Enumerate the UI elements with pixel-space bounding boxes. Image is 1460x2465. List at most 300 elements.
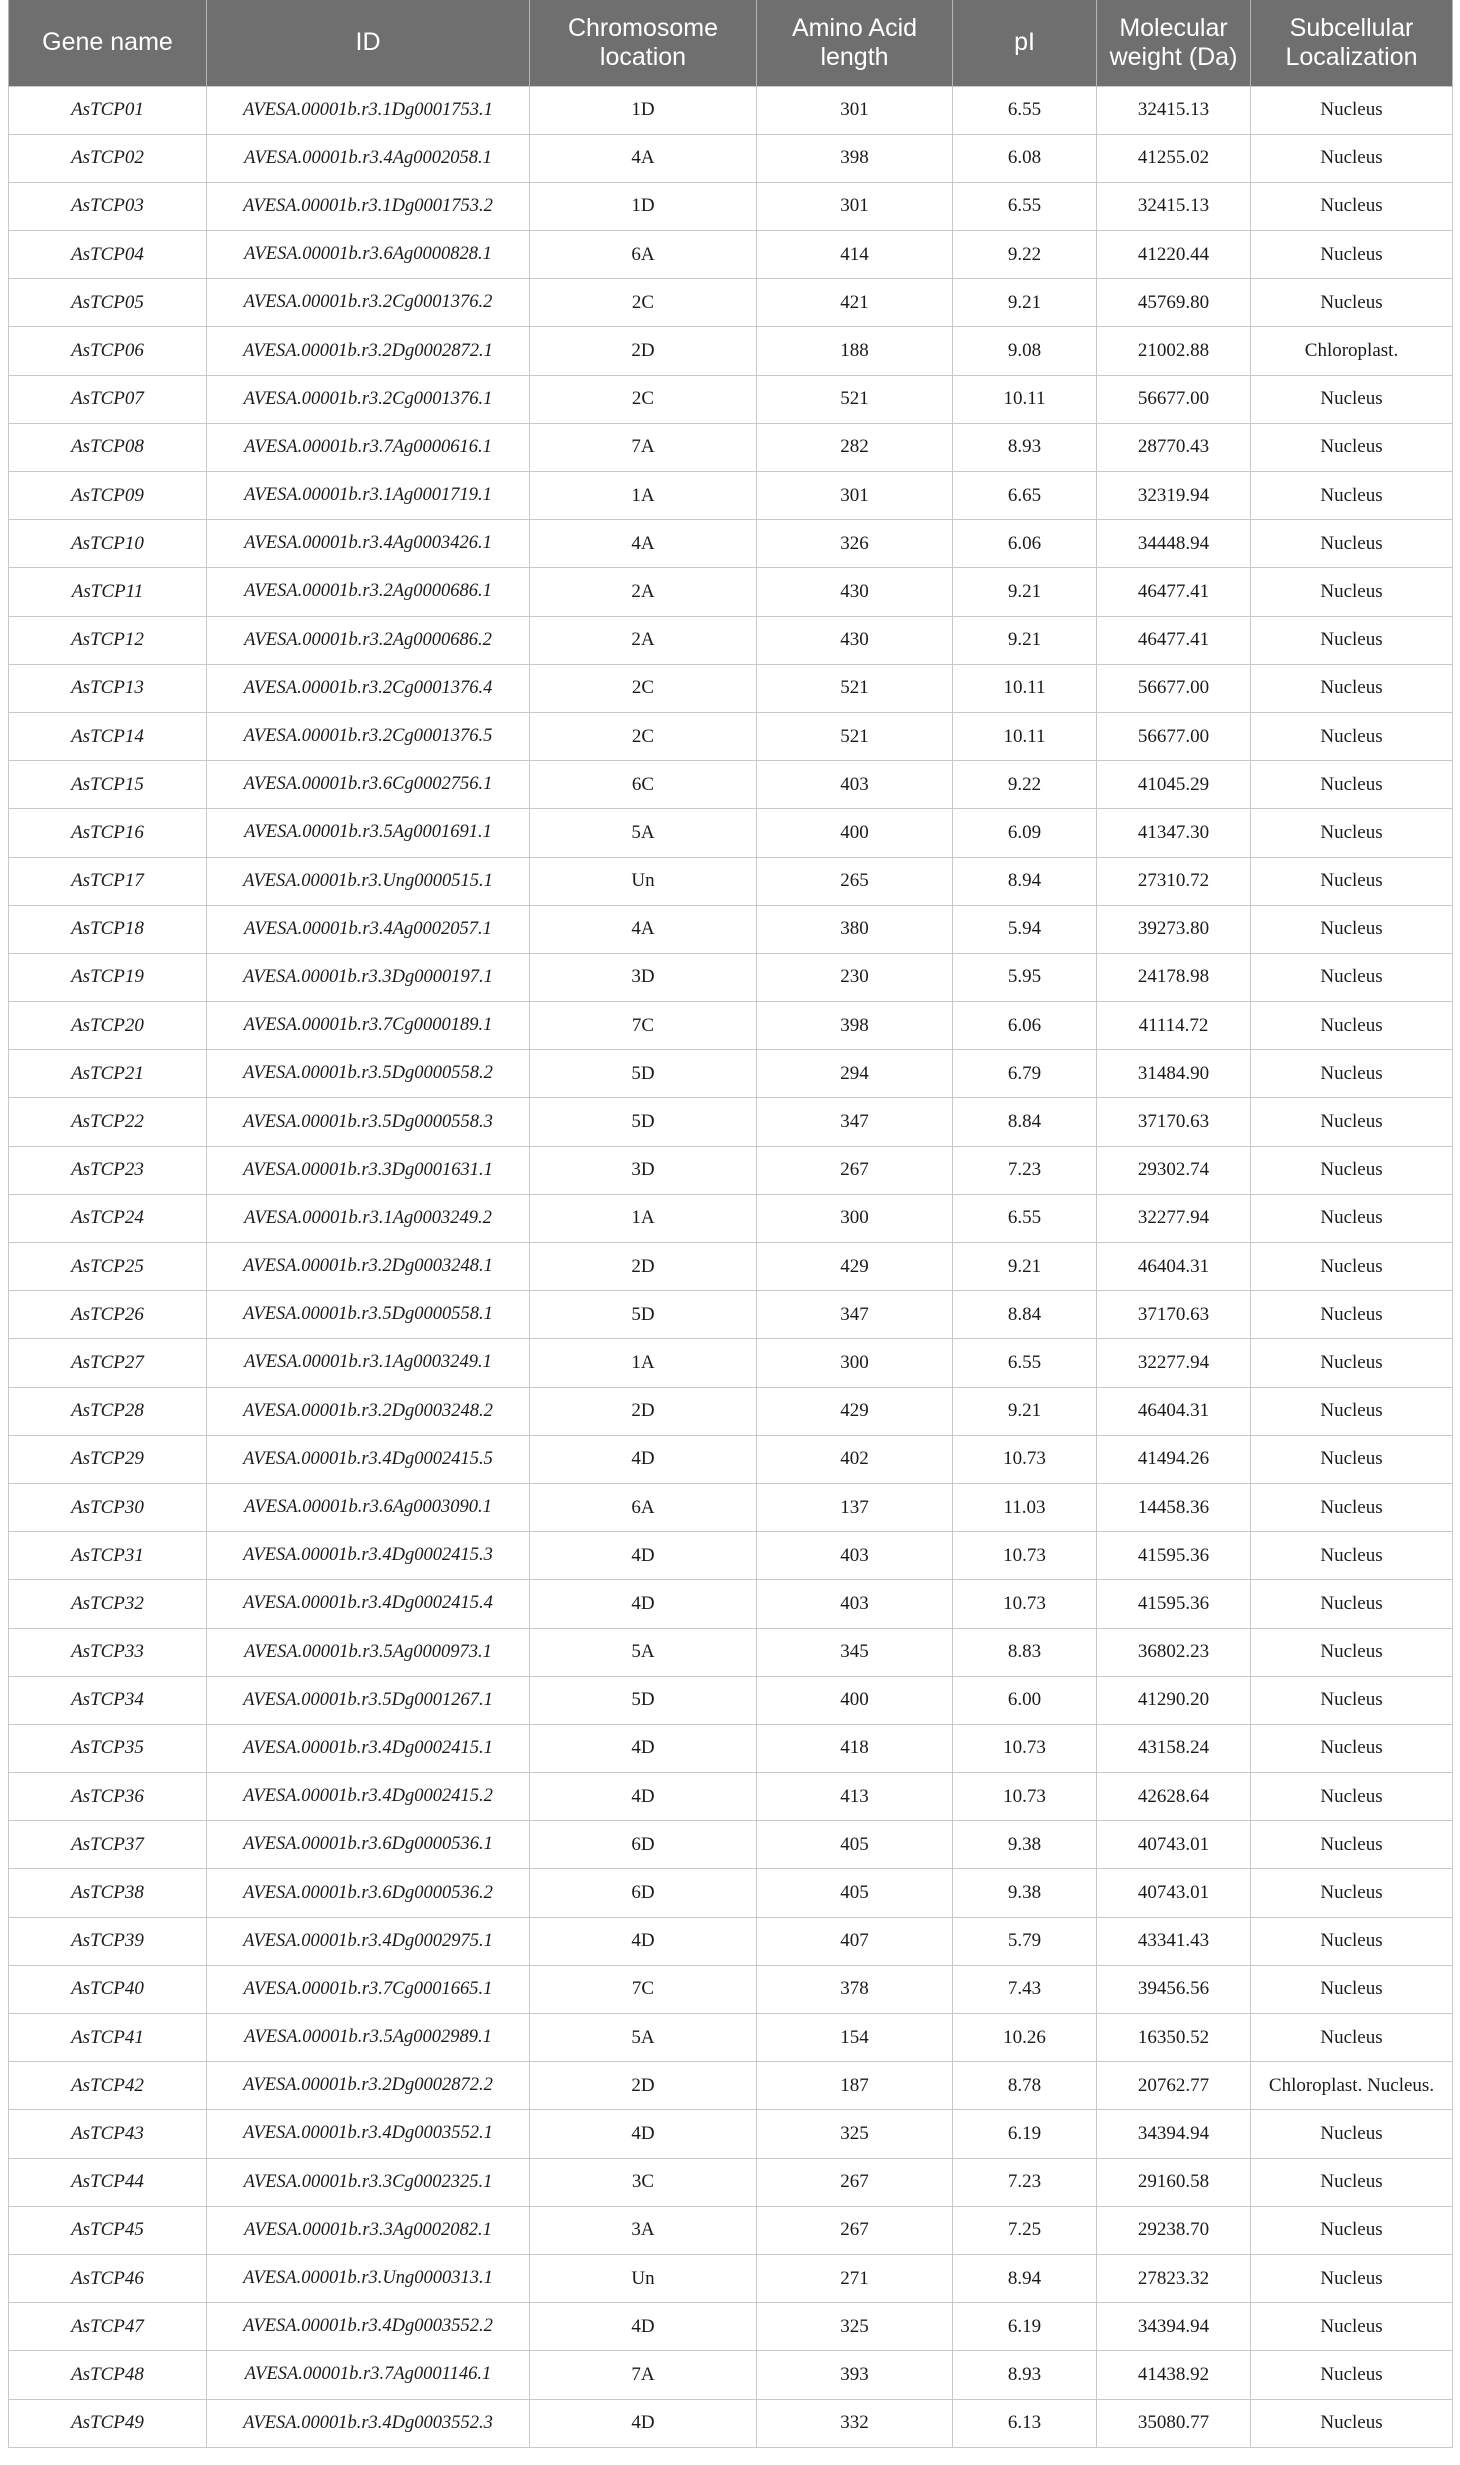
amino-acid-length-cell: 187 [757,2062,953,2110]
gene-name-cell: AsTCP14 [9,712,207,760]
id-cell: AVESA.00001b.r3.2Ag0000686.1 [207,568,530,616]
table-row [9,2206,1453,2254]
molecular-weight-cell: 41255.02 [1097,134,1251,182]
amino-acid-length-cell: 430 [757,616,953,664]
gene-name-cell: AsTCP12 [9,616,207,664]
chromosome-cell: 3A [530,2206,757,2254]
gene-name-cell: AsTCP28 [9,1387,207,1435]
localization-cell: Chloroplast. [1251,327,1453,375]
amino-acid-length-cell: 429 [757,1387,953,1435]
id-cell: AVESA.00001b.r3.3Dg0001631.1 [207,1146,530,1194]
chromosome-cell: 1D [530,182,757,230]
localization-cell: Nucleus [1251,761,1453,809]
gene-table [8,0,1453,2448]
molecular-weight-cell: 41494.26 [1097,1435,1251,1483]
pi-cell: 10.73 [953,1773,1097,1821]
gene-name-cell: AsTCP04 [9,231,207,279]
header-amino-acid-length: Amino Acid length [757,0,953,86]
gene-name-cell: AsTCP42 [9,2062,207,2110]
localization-cell: Nucleus [1251,134,1453,182]
localization-cell: Nucleus [1251,86,1453,134]
id-cell: AVESA.00001b.r3.3Cg0002325.1 [207,2158,530,2206]
gene-name-cell: AsTCP23 [9,1146,207,1194]
localization-cell: Nucleus [1251,1532,1453,1580]
localization-cell: Nucleus [1251,2303,1453,2351]
localization-cell: Nucleus [1251,1676,1453,1724]
gene-name-cell: AsTCP30 [9,1483,207,1531]
gene-name-cell: AsTCP35 [9,1724,207,1772]
molecular-weight-cell: 29238.70 [1097,2206,1251,2254]
chromosome-cell: 6D [530,1821,757,1869]
table-row [9,2303,1453,2351]
id-cell: AVESA.00001b.r3.2Ag0000686.2 [207,616,530,664]
pi-cell: 6.55 [953,182,1097,230]
molecular-weight-cell: 42628.64 [1097,1773,1251,1821]
pi-cell: 9.21 [953,616,1097,664]
pi-cell: 10.26 [953,2014,1097,2062]
localization-cell: Nucleus [1251,1917,1453,1965]
gene-name-cell: AsTCP13 [9,664,207,712]
amino-acid-length-cell: 326 [757,520,953,568]
molecular-weight-cell: 32415.13 [1097,86,1251,134]
amino-acid-length-cell: 271 [757,2254,953,2302]
id-cell: AVESA.00001b.r3.4Dg0002415.2 [207,1773,530,1821]
table-row [9,182,1453,230]
localization-cell: Nucleus [1251,375,1453,423]
gene-name-cell: AsTCP19 [9,953,207,1001]
pi-cell: 6.55 [953,1194,1097,1242]
gene-name-cell: AsTCP20 [9,1002,207,1050]
localization-cell: Chloroplast. Nucleus. [1251,2062,1453,2110]
localization-cell: Nucleus [1251,520,1453,568]
pi-cell: 9.22 [953,761,1097,809]
localization-cell: Nucleus [1251,2399,1453,2447]
table-row [9,1917,1453,1965]
id-cell: AVESA.00001b.r3.2Dg0002872.2 [207,2062,530,2110]
table-row [9,1483,1453,1531]
gene-name-cell: AsTCP26 [9,1291,207,1339]
molecular-weight-cell: 46477.41 [1097,616,1251,664]
id-cell: AVESA.00001b.r3.2Cg0001376.4 [207,664,530,712]
table-row [9,1146,1453,1194]
pi-cell: 9.22 [953,231,1097,279]
localization-cell: Nucleus [1251,1098,1453,1146]
amino-acid-length-cell: 188 [757,327,953,375]
pi-cell: 8.83 [953,1628,1097,1676]
table-body [9,86,1453,2447]
gene-name-cell: AsTCP10 [9,520,207,568]
pi-cell: 6.08 [953,134,1097,182]
table-row [9,1339,1453,1387]
chromosome-cell: 4A [530,905,757,953]
amino-acid-length-cell: 345 [757,1628,953,1676]
pi-cell: 7.23 [953,2158,1097,2206]
amino-acid-length-cell: 521 [757,664,953,712]
table-row [9,1387,1453,1435]
id-cell: AVESA.00001b.r3.4Dg0002415.4 [207,1580,530,1628]
table-row [9,1098,1453,1146]
table-row [9,1532,1453,1580]
id-cell: AVESA.00001b.r3.1Ag0003249.2 [207,1194,530,1242]
molecular-weight-cell: 21002.88 [1097,327,1251,375]
gene-name-cell: AsTCP24 [9,1194,207,1242]
amino-acid-length-cell: 325 [757,2110,953,2158]
table-row [9,327,1453,375]
chromosome-cell: 5D [530,1676,757,1724]
chromosome-cell: 2C [530,375,757,423]
amino-acid-length-cell: 267 [757,2206,953,2254]
pi-cell: 6.19 [953,2303,1097,2351]
table-row [9,472,1453,520]
chromosome-cell: 2D [530,327,757,375]
table-row [9,1965,1453,2013]
localization-cell: Nucleus [1251,1724,1453,1772]
gene-name-cell: AsTCP16 [9,809,207,857]
chromosome-cell: 4D [530,1724,757,1772]
id-cell: AVESA.00001b.r3.4Dg0003552.3 [207,2399,530,2447]
amino-acid-length-cell: 154 [757,2014,953,2062]
gene-name-cell: AsTCP43 [9,2110,207,2158]
chromosome-cell: Un [530,857,757,905]
amino-acid-length-cell: 405 [757,1821,953,1869]
amino-acid-length-cell: 398 [757,1002,953,1050]
table-row [9,1773,1453,1821]
localization-cell: Nucleus [1251,423,1453,471]
table-row [9,2062,1453,2110]
id-cell: AVESA.00001b.r3.6Cg0002756.1 [207,761,530,809]
localization-cell: Nucleus [1251,182,1453,230]
id-cell: AVESA.00001b.r3.7Ag0000616.1 [207,423,530,471]
id-cell: AVESA.00001b.r3.1Dg0001753.1 [207,86,530,134]
id-cell: AVESA.00001b.r3.7Ag0001146.1 [207,2351,530,2399]
gene-name-cell: AsTCP34 [9,1676,207,1724]
pi-cell: 10.73 [953,1532,1097,1580]
gene-name-cell: AsTCP21 [9,1050,207,1098]
amino-acid-length-cell: 300 [757,1339,953,1387]
molecular-weight-cell: 31484.90 [1097,1050,1251,1098]
table-row [9,2110,1453,2158]
gene-name-cell: AsTCP48 [9,2351,207,2399]
amino-acid-length-cell: 421 [757,279,953,327]
id-cell: AVESA.00001b.r3.4Dg0002975.1 [207,1917,530,1965]
amino-acid-length-cell: 265 [757,857,953,905]
pi-cell: 8.93 [953,423,1097,471]
amino-acid-length-cell: 414 [757,231,953,279]
amino-acid-length-cell: 429 [757,1243,953,1291]
chromosome-cell: 6C [530,761,757,809]
chromosome-cell: 4D [530,2303,757,2351]
chromosome-cell: 6A [530,1483,757,1531]
chromosome-cell: 4D [530,1917,757,1965]
gene-name-cell: AsTCP15 [9,761,207,809]
amino-acid-length-cell: 347 [757,1098,953,1146]
pi-cell: 7.25 [953,2206,1097,2254]
molecular-weight-cell: 41595.36 [1097,1580,1251,1628]
pi-cell: 6.09 [953,809,1097,857]
chromosome-cell: 4D [530,2399,757,2447]
pi-cell: 10.11 [953,664,1097,712]
id-cell: AVESA.00001b.r3.7Cg0001665.1 [207,1965,530,2013]
chromosome-cell: 7A [530,2351,757,2399]
chromosome-cell: 2C [530,279,757,327]
pi-cell: 9.38 [953,1869,1097,1917]
pi-cell: 5.95 [953,953,1097,1001]
table-row [9,616,1453,664]
amino-acid-length-cell: 402 [757,1435,953,1483]
gene-name-cell: AsTCP08 [9,423,207,471]
molecular-weight-cell: 32319.94 [1097,472,1251,520]
gene-name-cell: AsTCP17 [9,857,207,905]
localization-cell: Nucleus [1251,568,1453,616]
chromosome-cell: 5A [530,2014,757,2062]
molecular-weight-cell: 41347.30 [1097,809,1251,857]
chromosome-cell: Un [530,2254,757,2302]
amino-acid-length-cell: 400 [757,1676,953,1724]
chromosome-cell: 2D [530,2062,757,2110]
molecular-weight-cell: 43341.43 [1097,1917,1251,1965]
molecular-weight-cell: 45769.80 [1097,279,1251,327]
amino-acid-length-cell: 400 [757,809,953,857]
table-row [9,1243,1453,1291]
id-cell: AVESA.00001b.r3.7Cg0000189.1 [207,1002,530,1050]
gene-name-cell: AsTCP06 [9,327,207,375]
gene-name-cell: AsTCP09 [9,472,207,520]
localization-cell: Nucleus [1251,1483,1453,1531]
amino-acid-length-cell: 230 [757,953,953,1001]
pi-cell: 5.79 [953,1917,1097,1965]
table-row [9,664,1453,712]
molecular-weight-cell: 27310.72 [1097,857,1251,905]
molecular-weight-cell: 32415.13 [1097,182,1251,230]
molecular-weight-cell: 56677.00 [1097,664,1251,712]
pi-cell: 10.73 [953,1724,1097,1772]
amino-acid-length-cell: 403 [757,1532,953,1580]
localization-cell: Nucleus [1251,1146,1453,1194]
amino-acid-length-cell: 325 [757,2303,953,2351]
table-row [9,857,1453,905]
gene-name-cell: AsTCP05 [9,279,207,327]
pi-cell: 6.13 [953,2399,1097,2447]
chromosome-cell: 1D [530,86,757,134]
molecular-weight-cell: 24178.98 [1097,953,1251,1001]
chromosome-cell: 2A [530,568,757,616]
localization-cell: Nucleus [1251,231,1453,279]
chromosome-cell: 2D [530,1243,757,1291]
pi-cell: 6.65 [953,472,1097,520]
localization-cell: Nucleus [1251,2014,1453,2062]
pi-cell: 9.21 [953,279,1097,327]
id-cell: AVESA.00001b.r3.5Ag0000973.1 [207,1628,530,1676]
amino-acid-length-cell: 301 [757,472,953,520]
table-row [9,1676,1453,1724]
localization-cell: Nucleus [1251,1435,1453,1483]
id-cell: AVESA.00001b.r3.4Dg0002415.5 [207,1435,530,1483]
molecular-weight-cell: 34448.94 [1097,520,1251,568]
id-cell: AVESA.00001b.r3.1Ag0003249.1 [207,1339,530,1387]
id-cell: AVESA.00001b.r3.5Dg0000558.2 [207,1050,530,1098]
table-row [9,2254,1453,2302]
header-subcellular-localization: Subcellular Localization [1251,0,1453,86]
molecular-weight-cell: 56677.00 [1097,712,1251,760]
table-row [9,1002,1453,1050]
molecular-weight-cell: 32277.94 [1097,1339,1251,1387]
id-cell: AVESA.00001b.r3.6Ag0003090.1 [207,1483,530,1531]
molecular-weight-cell: 35080.77 [1097,2399,1251,2447]
gene-name-cell: AsTCP29 [9,1435,207,1483]
table-row [9,231,1453,279]
gene-name-cell: AsTCP32 [9,1580,207,1628]
localization-cell: Nucleus [1251,664,1453,712]
localization-cell: Nucleus [1251,953,1453,1001]
pi-cell: 6.55 [953,1339,1097,1387]
id-cell: AVESA.00001b.r3.1Dg0001753.2 [207,182,530,230]
localization-cell: Nucleus [1251,2206,1453,2254]
gene-name-cell: AsTCP31 [9,1532,207,1580]
molecular-weight-cell: 41290.20 [1097,1676,1251,1724]
gene-name-cell: AsTCP47 [9,2303,207,2351]
chromosome-cell: 1A [530,1339,757,1387]
gene-name-cell: AsTCP03 [9,182,207,230]
id-cell: AVESA.00001b.r3.5Ag0001691.1 [207,809,530,857]
amino-acid-length-cell: 332 [757,2399,953,2447]
table-row [9,1194,1453,1242]
molecular-weight-cell: 46477.41 [1097,568,1251,616]
molecular-weight-cell: 14458.36 [1097,1483,1251,1531]
pi-cell: 8.78 [953,2062,1097,2110]
localization-cell: Nucleus [1251,712,1453,760]
id-cell: AVESA.00001b.r3.4Ag0002057.1 [207,905,530,953]
amino-acid-length-cell: 398 [757,134,953,182]
molecular-weight-cell: 46404.31 [1097,1243,1251,1291]
pi-cell: 8.94 [953,857,1097,905]
gene-name-cell: AsTCP44 [9,2158,207,2206]
table-row [9,2399,1453,2447]
pi-cell: 6.06 [953,1002,1097,1050]
table-row [9,761,1453,809]
pi-cell: 7.23 [953,1146,1097,1194]
chromosome-cell: 4D [530,1773,757,1821]
pi-cell: 6.00 [953,1676,1097,1724]
pi-cell: 6.06 [953,520,1097,568]
id-cell: AVESA.00001b.r3.4Dg0002415.1 [207,1724,530,1772]
amino-acid-length-cell: 521 [757,712,953,760]
pi-cell: 6.19 [953,2110,1097,2158]
molecular-weight-cell: 36802.23 [1097,1628,1251,1676]
table-row [9,568,1453,616]
molecular-weight-cell: 34394.94 [1097,2303,1251,2351]
chromosome-cell: 4D [530,2110,757,2158]
amino-acid-length-cell: 418 [757,1724,953,1772]
chromosome-cell: 7C [530,1965,757,2013]
id-cell: AVESA.00001b.r3.3Dg0000197.1 [207,953,530,1001]
molecular-weight-cell: 34394.94 [1097,2110,1251,2158]
chromosome-cell: 2D [530,1387,757,1435]
chromosome-cell: 3D [530,1146,757,1194]
chromosome-cell: 4D [530,1435,757,1483]
pi-cell: 9.21 [953,1243,1097,1291]
table-row [9,1869,1453,1917]
molecular-weight-cell: 32277.94 [1097,1194,1251,1242]
table-row [9,375,1453,423]
chromosome-cell: 3D [530,953,757,1001]
amino-acid-length-cell: 403 [757,1580,953,1628]
table-row [9,2158,1453,2206]
molecular-weight-cell: 16350.52 [1097,2014,1251,2062]
amino-acid-length-cell: 137 [757,1483,953,1531]
gene-name-cell: AsTCP33 [9,1628,207,1676]
molecular-weight-cell: 39273.80 [1097,905,1251,953]
gene-name-cell: AsTCP38 [9,1869,207,1917]
id-cell: AVESA.00001b.r3.3Ag0002082.1 [207,2206,530,2254]
id-cell: AVESA.00001b.r3.5Dg0001267.1 [207,1676,530,1724]
chromosome-cell: 4D [530,1532,757,1580]
amino-acid-length-cell: 403 [757,761,953,809]
gene-name-cell: AsTCP37 [9,1821,207,1869]
pi-cell: 6.55 [953,86,1097,134]
gene-name-cell: AsTCP07 [9,375,207,423]
amino-acid-length-cell: 413 [757,1773,953,1821]
localization-cell: Nucleus [1251,279,1453,327]
chromosome-cell: 5A [530,809,757,857]
pi-cell: 10.73 [953,1435,1097,1483]
pi-cell: 7.43 [953,1965,1097,2013]
id-cell: AVESA.00001b.r3.6Dg0000536.2 [207,1869,530,1917]
gene-name-cell: AsTCP18 [9,905,207,953]
molecular-weight-cell: 41114.72 [1097,1002,1251,1050]
table-row [9,1291,1453,1339]
table-row [9,712,1453,760]
table-container [8,0,1452,2448]
amino-acid-length-cell: 393 [757,2351,953,2399]
chromosome-cell: 6D [530,1869,757,1917]
molecular-weight-cell: 46404.31 [1097,1387,1251,1435]
table-row [9,809,1453,857]
localization-cell: Nucleus [1251,905,1453,953]
amino-acid-length-cell: 267 [757,2158,953,2206]
chromosome-cell: 1A [530,1194,757,1242]
table-row [9,953,1453,1001]
id-cell: AVESA.00001b.r3.4Dg0003552.2 [207,2303,530,2351]
molecular-weight-cell: 41220.44 [1097,231,1251,279]
localization-cell: Nucleus [1251,2158,1453,2206]
amino-acid-length-cell: 405 [757,1869,953,1917]
pi-cell: 6.79 [953,1050,1097,1098]
table-row [9,279,1453,327]
table-row [9,1821,1453,1869]
amino-acid-length-cell: 378 [757,1965,953,2013]
chromosome-cell: 2C [530,712,757,760]
localization-cell: Nucleus [1251,1628,1453,1676]
id-cell: AVESA.00001b.r3.Ung0000515.1 [207,857,530,905]
header-chromosome-location: Chromosome location [530,0,757,86]
chromosome-cell: 2A [530,616,757,664]
pi-cell: 8.94 [953,2254,1097,2302]
gene-name-cell: AsTCP02 [9,134,207,182]
molecular-weight-cell: 29160.58 [1097,2158,1251,2206]
localization-cell: Nucleus [1251,809,1453,857]
localization-cell: Nucleus [1251,2351,1453,2399]
chromosome-cell: 4A [530,134,757,182]
molecular-weight-cell: 41438.92 [1097,2351,1251,2399]
gene-name-cell: AsTCP11 [9,568,207,616]
molecular-weight-cell: 40743.01 [1097,1869,1251,1917]
header-gene-name: Gene name [9,0,207,86]
localization-cell: Nucleus [1251,1965,1453,2013]
chromosome-cell: 7A [530,423,757,471]
id-cell: AVESA.00001b.r3.2Cg0001376.1 [207,375,530,423]
chromosome-cell: 2C [530,664,757,712]
gene-name-cell: AsTCP25 [9,1243,207,1291]
